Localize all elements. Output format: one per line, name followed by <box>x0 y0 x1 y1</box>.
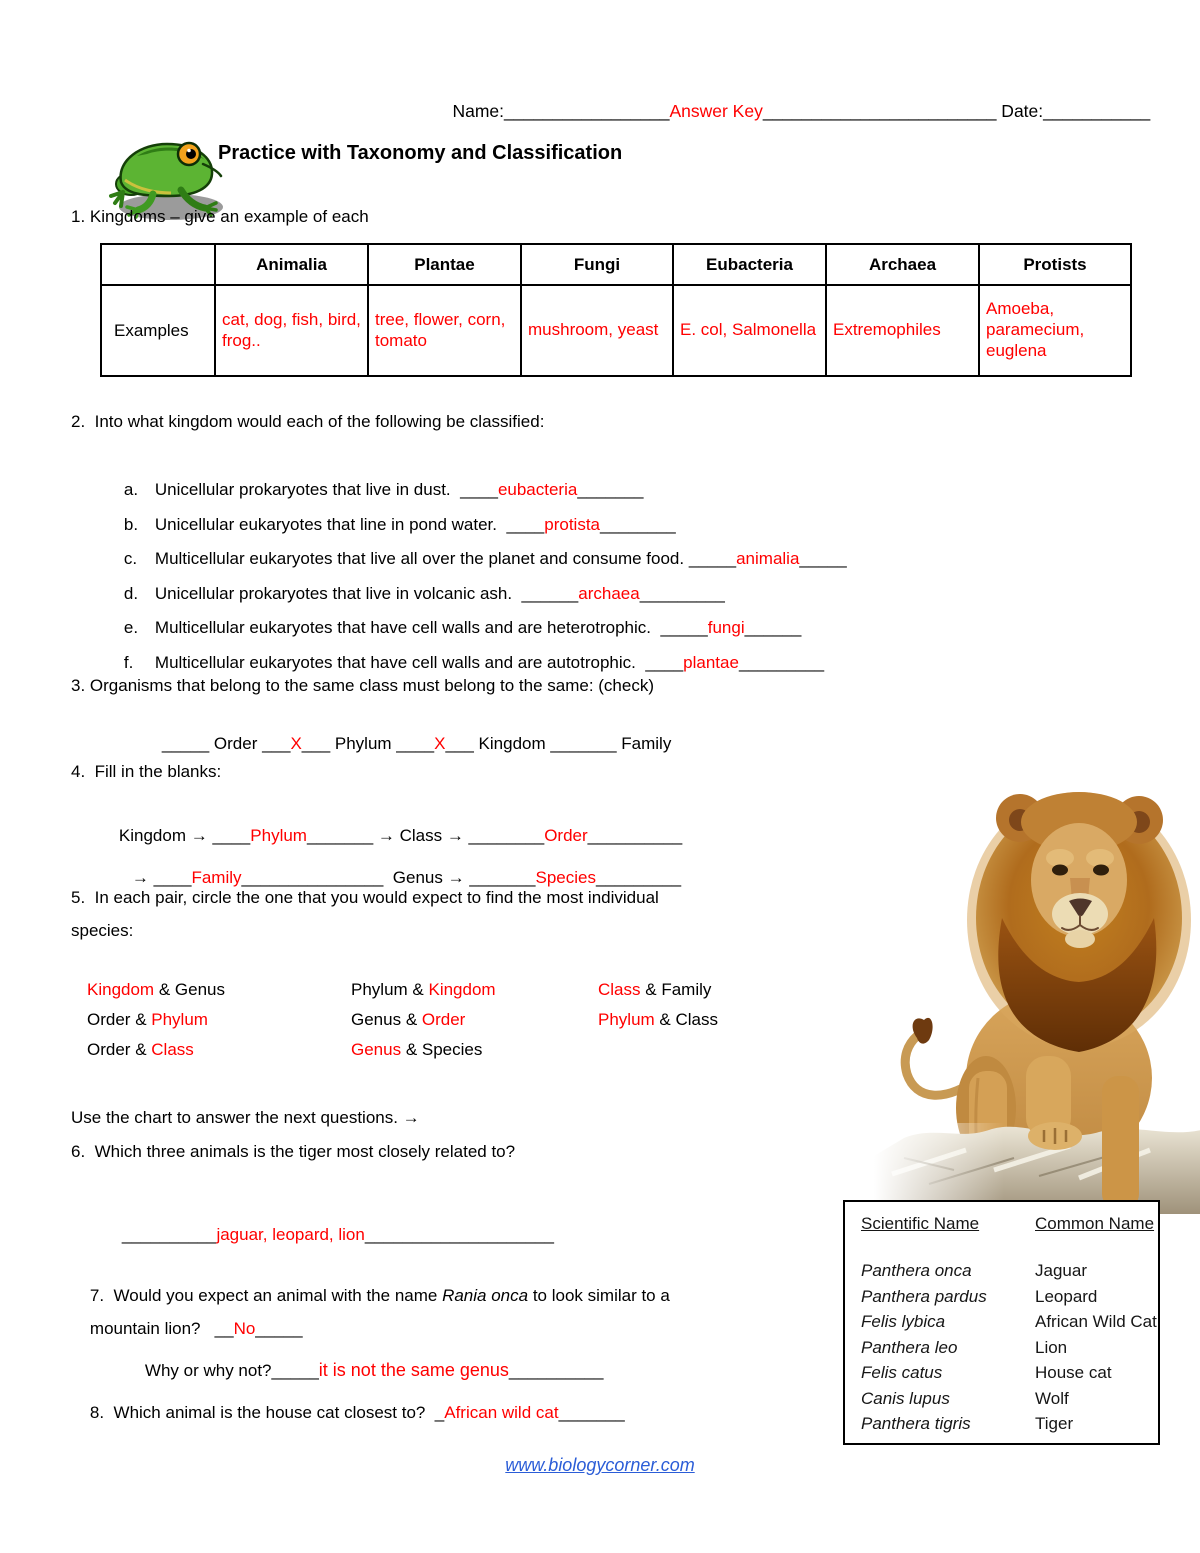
q6-answer: jaguar, leopard, lion <box>216 1225 365 1244</box>
scientific-name: Panthera tigris <box>861 1414 971 1433</box>
q4-seg: _______________ Genus → _______ <box>241 868 536 887</box>
q3-check-x: X <box>290 734 302 753</box>
common-name: African Wild Cat <box>1035 1312 1157 1331</box>
q3-check-x: X <box>434 734 446 753</box>
blank: ______ <box>744 618 802 637</box>
pair-word-circled: Genus <box>351 1040 402 1059</box>
item-text: Unicellular prokaryotes that live in dust. <box>154 480 461 499</box>
pair-word-circled: Kingdom <box>87 980 155 999</box>
q5-prompt-line1: 5. In each pair, circle the one that you would expect to find the most individual <box>71 888 659 907</box>
chart-header-row <box>861 1214 1158 1234</box>
q2-prompt: 2. Into what kingdom would each of the following be classified: <box>71 412 545 431</box>
ampersand: & <box>654 1010 676 1029</box>
q8-text: 8. Which animal is the house cat closest to? _ <box>89 1403 445 1422</box>
item-letter: b. <box>123 515 139 534</box>
q1-prompt: 1. Kingdoms – give an example of each <box>71 207 369 226</box>
ampersand: & <box>401 1040 422 1059</box>
chart-header-scientific: Scientific Name <box>861 1214 980 1233</box>
answer-eubacteria: E. col, Salmonella <box>673 285 826 376</box>
q4-answer: Order <box>544 826 588 845</box>
pair-word-circled: Phylum <box>151 1010 208 1029</box>
scientific-name: Felis catus <box>861 1363 943 1382</box>
pair-word: Genus <box>351 1010 402 1029</box>
blank: _____ <box>799 549 847 568</box>
pair-word: Genus <box>174 980 225 999</box>
q5-prompt-line2: species: <box>71 921 134 940</box>
header-line <box>433 80 1150 143</box>
blank: ____ <box>645 653 684 672</box>
chart-intro: Use the chart to answer the next questions. → <box>71 1108 420 1127</box>
item-answer: fungi <box>707 618 745 637</box>
blank: __________ <box>121 1225 217 1244</box>
q6-answer-line <box>103 1205 554 1265</box>
blank: ____ <box>460 480 498 499</box>
ampersand: & <box>130 1010 152 1029</box>
pair-word: Phylum <box>351 980 408 999</box>
chart-row <box>861 1386 1158 1412</box>
chart-row <box>861 1258 1158 1284</box>
scientific-name: Canis lupus <box>861 1388 950 1408</box>
chart-row <box>861 1411 1158 1437</box>
scientific-name: Felis lybica <box>861 1312 946 1331</box>
blank: _______ <box>577 480 644 499</box>
blank: _____ <box>660 618 708 637</box>
q3-seg: ___ Phylum ____ <box>301 734 435 753</box>
item-letter: c. <box>123 549 138 568</box>
ampersand: & <box>407 980 429 999</box>
pair-word-circled: Kingdom <box>428 980 496 999</box>
pair-phylum-kingdom <box>351 975 496 1005</box>
item-letter: d. <box>123 584 139 603</box>
pair-word: Family <box>661 980 712 999</box>
q7-text: to look similar to a <box>528 1286 670 1305</box>
chart-row <box>861 1284 1158 1310</box>
q6-prompt: 6. Which three animals is the tiger most closely related to? <box>71 1142 516 1161</box>
blank: ________ <box>600 515 676 534</box>
date-label: Date: <box>996 101 1044 121</box>
blank: ______ <box>521 584 579 603</box>
table-corner-cell <box>101 244 215 285</box>
pair-genus-order <box>351 1005 465 1035</box>
answer-archaea: Extremophiles <box>826 285 979 376</box>
answer-plantae: tree, flower, corn, tomato <box>368 285 521 376</box>
pair-word: Class <box>675 1010 718 1029</box>
q4-seg: → ____ <box>131 868 192 887</box>
examples-label: Examples <box>101 285 215 376</box>
date-blank: ___________ <box>1043 101 1151 121</box>
lion-illustration <box>874 778 1200 1214</box>
item-answer: archaea <box>578 584 640 603</box>
table-header-row <box>101 244 1131 285</box>
lion-photo <box>855 758 1200 1239</box>
scientific-name: Panthera pardus <box>861 1286 987 1306</box>
ampersand: & <box>154 980 175 999</box>
q7-text: 7. Would you expect an animal with the name <box>89 1286 443 1305</box>
common-name: Leopard <box>1035 1286 1098 1306</box>
blank: _____ <box>255 1319 303 1338</box>
q4-seg: Kingdom → ____ <box>118 826 251 845</box>
chart-row <box>861 1309 1158 1335</box>
common-name: House cat <box>1035 1363 1112 1382</box>
col-animalia: Animalia <box>215 244 368 285</box>
item-letter: a. <box>123 480 139 499</box>
q4-answer: Phylum <box>250 826 307 845</box>
item-text: Multicellular eukaryotes that have cell walls and are heterotrophic. <box>154 618 661 637</box>
kingdoms-table <box>100 243 1132 377</box>
species-chart <box>843 1200 1160 1445</box>
chart-row <box>861 1335 1158 1361</box>
page-title: Practice with Taxonomy and Classification <box>218 142 623 164</box>
blank: ____________________ <box>364 1225 554 1244</box>
pair-class-family <box>598 975 711 1005</box>
blank: _________ <box>738 653 825 672</box>
blank: __________ <box>508 1361 604 1380</box>
pair-order-phylum <box>87 1005 208 1035</box>
answer-key-text: Answer Key <box>669 101 763 121</box>
answer-protists: Amoeba, paramecium, euglena <box>979 285 1131 376</box>
species-name-italic: Rania onca <box>442 1286 529 1305</box>
scientific-name: Panthera onca <box>861 1261 972 1280</box>
answer-key-blank: ________________________ <box>762 101 997 121</box>
pair-word: Species <box>421 1040 483 1059</box>
item-answer: protista <box>544 515 601 534</box>
q3-seg: ___ Kingdom _______ Family <box>445 734 672 753</box>
common-name: Wolf <box>1035 1388 1069 1408</box>
col-protists: Protists <box>979 244 1131 285</box>
item-text: Unicellular eukaryotes that line in pond water. <box>154 515 507 534</box>
pair-word-circled: Class <box>598 980 641 999</box>
q8-answer: African wild cat <box>444 1403 559 1422</box>
q7-text: mountain lion? __ <box>89 1319 234 1338</box>
item-text: Unicellular prokaryotes that live in volcanic ash. <box>154 584 522 603</box>
item-text: Multicellular eukaryotes that live all over the planet and consume food. <box>154 549 689 568</box>
col-plantae: Plantae <box>368 244 521 285</box>
blank: ____ <box>506 515 545 534</box>
answer-animalia: cat, dog, fish, bird, frog.. <box>215 285 368 376</box>
q4-seg: _______ → Class → ________ <box>306 826 545 845</box>
q7-answer: No <box>233 1319 256 1338</box>
table-examples-row <box>101 285 1131 376</box>
common-name: Jaguar <box>1035 1261 1087 1280</box>
item-text: Multicellular eukaryotes that have cell walls and are autotrophic. <box>154 653 646 672</box>
common-name: Tiger <box>1035 1414 1074 1433</box>
ampersand: & <box>130 1040 152 1059</box>
why-label: Why or why not?_____ <box>144 1361 319 1380</box>
pair-word: Order <box>87 1010 131 1029</box>
q4-prompt: 4. Fill in the blanks: <box>71 762 222 781</box>
q3-seg: _____ Order ___ <box>161 734 291 753</box>
common-name: Lion <box>1035 1337 1068 1357</box>
footer <box>0 1455 1200 1476</box>
name-label: Name: <box>452 101 504 121</box>
chart-header-common: Common Name <box>1035 1214 1155 1233</box>
scientific-name: Panthera leo <box>861 1337 958 1357</box>
pair-genus-species <box>351 1035 482 1065</box>
blank: _________ <box>639 584 725 603</box>
blank: _____ <box>688 549 737 568</box>
item-answer: eubacteria <box>497 480 578 499</box>
item-answer: plantae <box>683 653 739 672</box>
pair-kingdom-genus <box>87 975 225 1005</box>
q4-seg: _________ <box>595 868 682 887</box>
ampersand: & <box>640 980 662 999</box>
q3-prompt: 3. Organisms that belong to the same class must belong to the same: (check) <box>71 676 655 695</box>
chart-row <box>861 1360 1158 1386</box>
q8-line <box>71 1383 625 1443</box>
why-answer: it is not the same genus <box>318 1360 509 1380</box>
ampersand: & <box>401 1010 422 1029</box>
q3-answer-line <box>143 714 671 774</box>
footer-link[interactable]: www.biologycorner.com <box>505 1455 695 1475</box>
pair-word-circled: Class <box>151 1040 194 1059</box>
item-letter: f. <box>123 653 134 672</box>
col-eubacteria: Eubacteria <box>673 244 826 285</box>
pair-phylum-class <box>598 1005 718 1035</box>
q4-seg: __________ <box>587 826 683 845</box>
col-archaea: Archaea <box>826 244 979 285</box>
item-letter: e. <box>123 618 139 637</box>
item-answer: animalia <box>736 549 800 568</box>
col-fungi: Fungi <box>521 244 673 285</box>
pair-word-circled: Phylum <box>598 1010 655 1029</box>
pair-order-class <box>87 1035 194 1065</box>
name-blank: _________________ <box>504 101 670 121</box>
answer-fungi: mushroom, yeast <box>521 285 673 376</box>
q4-answer: Species <box>535 868 596 887</box>
blank: _______ <box>558 1403 625 1422</box>
pair-word-circled: Order <box>421 1010 466 1029</box>
q4-answer: Family <box>191 868 242 887</box>
pair-word: Order <box>87 1040 131 1059</box>
